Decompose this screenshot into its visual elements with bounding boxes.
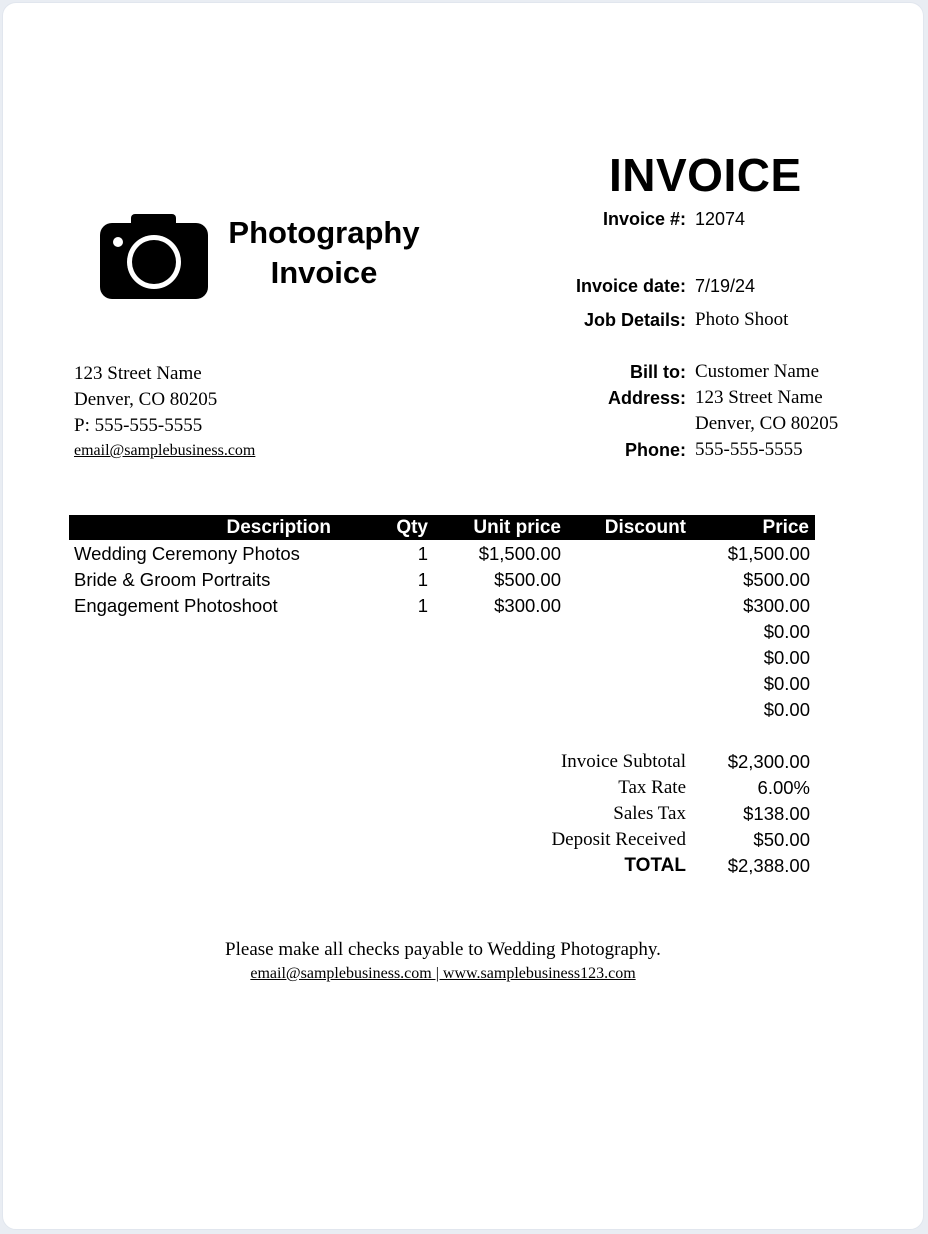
header-discount: Discount [604,517,686,538]
summary-subtotal-label: Invoice Subtotal [560,751,686,772]
row-3-price: $300.00 [743,595,810,616]
row-1-qty: 1 [417,543,428,564]
summary-total-label: TOTAL [624,855,686,876]
bill-to-name: Customer Name [695,361,820,382]
header-unit-price: Unit price [473,517,561,538]
row-2-description: Bride & Groom Portraits [74,569,271,590]
job-details-label: Job Details: [583,310,686,330]
brand-line-2: Invoice [270,255,378,290]
summary-sales-tax-label: Sales Tax [613,803,686,824]
summary-deposit-value: $50.00 [753,829,810,850]
bill-address-line-1: 123 Street Name [695,387,823,408]
invoice-number-label: Invoice #: [602,209,686,229]
bill-address-line-2: Denver, CO 80205 [695,413,839,434]
row-2-price: $500.00 [743,569,810,590]
invoice-date: 7/19/24 [695,276,756,296]
row-5-price: $0.00 [763,647,810,668]
sender-phone: P: 555-555-5555 [74,415,203,436]
invoice-page [2,2,924,1230]
job-details: Photo Shoot [695,309,789,330]
row-3-qty: 1 [417,595,428,616]
summary-total-value: $2,388.00 [727,855,810,876]
sender-email-link[interactable]: email@samplebusiness.com [74,442,256,459]
row-1-unit-price: $1,500.00 [478,543,561,564]
brand-line-1: Photography [228,215,420,250]
summary-subtotal-value: $2,300.00 [727,751,810,772]
camera-icon [98,209,210,301]
invoice-date-label: Invoice date: [575,276,686,296]
row-4-price: $0.00 [763,621,810,642]
header-qty: Qty [396,517,428,538]
address-label: Address: [607,388,686,408]
summary-sales-tax-value: $138.00 [743,803,810,824]
summary-tax-rate-value: 6.00% [757,777,810,798]
invoice-number: 12074 [695,209,746,229]
sender-city: Denver, CO 80205 [74,389,218,410]
row-2-qty: 1 [417,569,428,590]
bill-to-label: Bill to: [630,362,686,382]
row-1-description: Wedding Ceremony Photos [74,543,300,564]
row-1-price: $1,500.00 [727,543,810,564]
row-2-unit-price: $500.00 [494,569,561,590]
footer-links[interactable]: email@samplebusiness.com | www.samplebusiness123.com [250,965,636,982]
brand-name [219,213,429,293]
sender-street: 123 Street Name [74,363,202,384]
invoice-title: INVOICE [609,149,802,201]
summary-tax-rate-label: Tax Rate [618,777,686,798]
row-3-unit-price: $300.00 [494,595,561,616]
header-price: Price [762,517,809,538]
phone-label: Phone: [625,440,686,460]
footer-note: Please make all checks payable to Wedding Photography. [225,939,661,960]
bill-phone: 555-555-5555 [695,439,803,460]
summary-deposit-label: Deposit Received [551,829,686,850]
row-7-price: $0.00 [763,699,810,720]
row-6-price: $0.00 [763,673,810,694]
header-description: Description [226,517,331,538]
row-3-description: Engagement Photoshoot [74,595,278,616]
